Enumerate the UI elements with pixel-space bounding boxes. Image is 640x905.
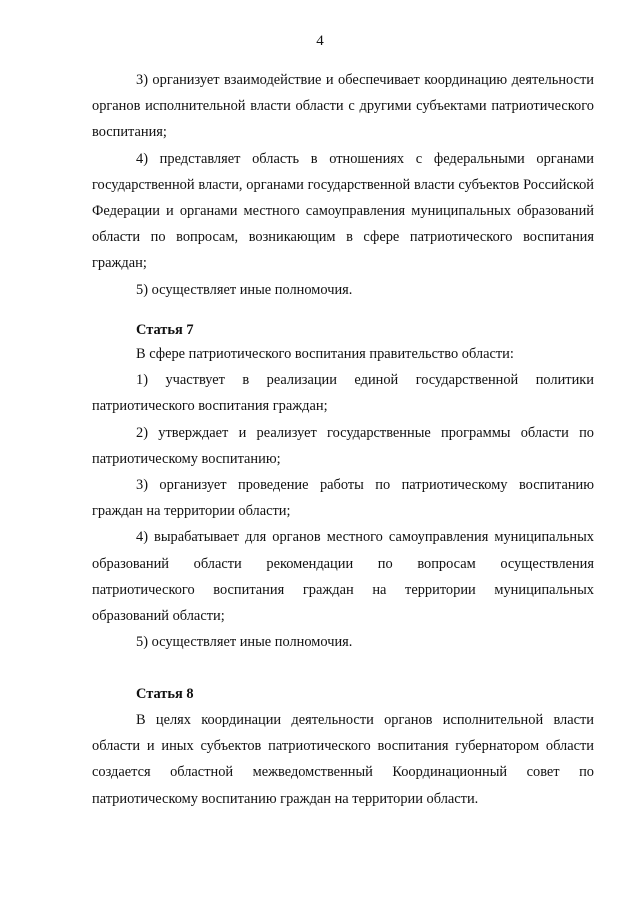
paragraph: 3) организует взаимодействие и обеспечивает координацию деятельности органов исполнительной власти области с другими субъектами патриотического воспитания; (92, 72, 594, 141)
paragraph: В сфере патриотического воспитания правительство области: (136, 346, 514, 362)
paragraph: 2) утверждает и реализует государственные программы области по патриотическому воспитанию; (92, 424, 594, 467)
article6-continuation (92, 67, 594, 303)
paragraph: 5) осуществляет иные полномочия. (136, 281, 353, 298)
page-number: 4 (316, 33, 324, 49)
article8-body (92, 707, 594, 812)
article7-body (92, 341, 594, 655)
paragraph: 5) осуществляет иные полномочия. (136, 634, 353, 651)
article-heading: Статья 8 (136, 686, 194, 702)
paragraph: 4) вырабатывает для органов местного самоуправления муниципальных образований области рекомендации по вопросам осуществления патриотического воспитания граждан на территории муниципальных образований области; (92, 529, 594, 625)
article-heading: Статья 7 (136, 322, 194, 338)
paragraph: 3) организует проведение работы по патриотическому воспитанию граждан на территории области; (92, 477, 594, 520)
paragraph: 1) участвует в реализации единой государственной политики патриотического воспитания граждан; (92, 372, 594, 415)
paragraph: 4) представляет область в отношениях с федеральными органами государственной власти, органами государственной власти субъектов Российской Федерации и органами местного самоуправления муниципальных образований области по вопросам, возникающим в сфере патриотического воспитания граждан; (92, 150, 594, 272)
paragraph: В целях координации деятельности органов исполнительной власти области и иных субъектов патриотического воспитания губернатором области создается областной межведомственный Координационный совет по патриотическому воспитанию граждан на территории области. (92, 712, 594, 807)
